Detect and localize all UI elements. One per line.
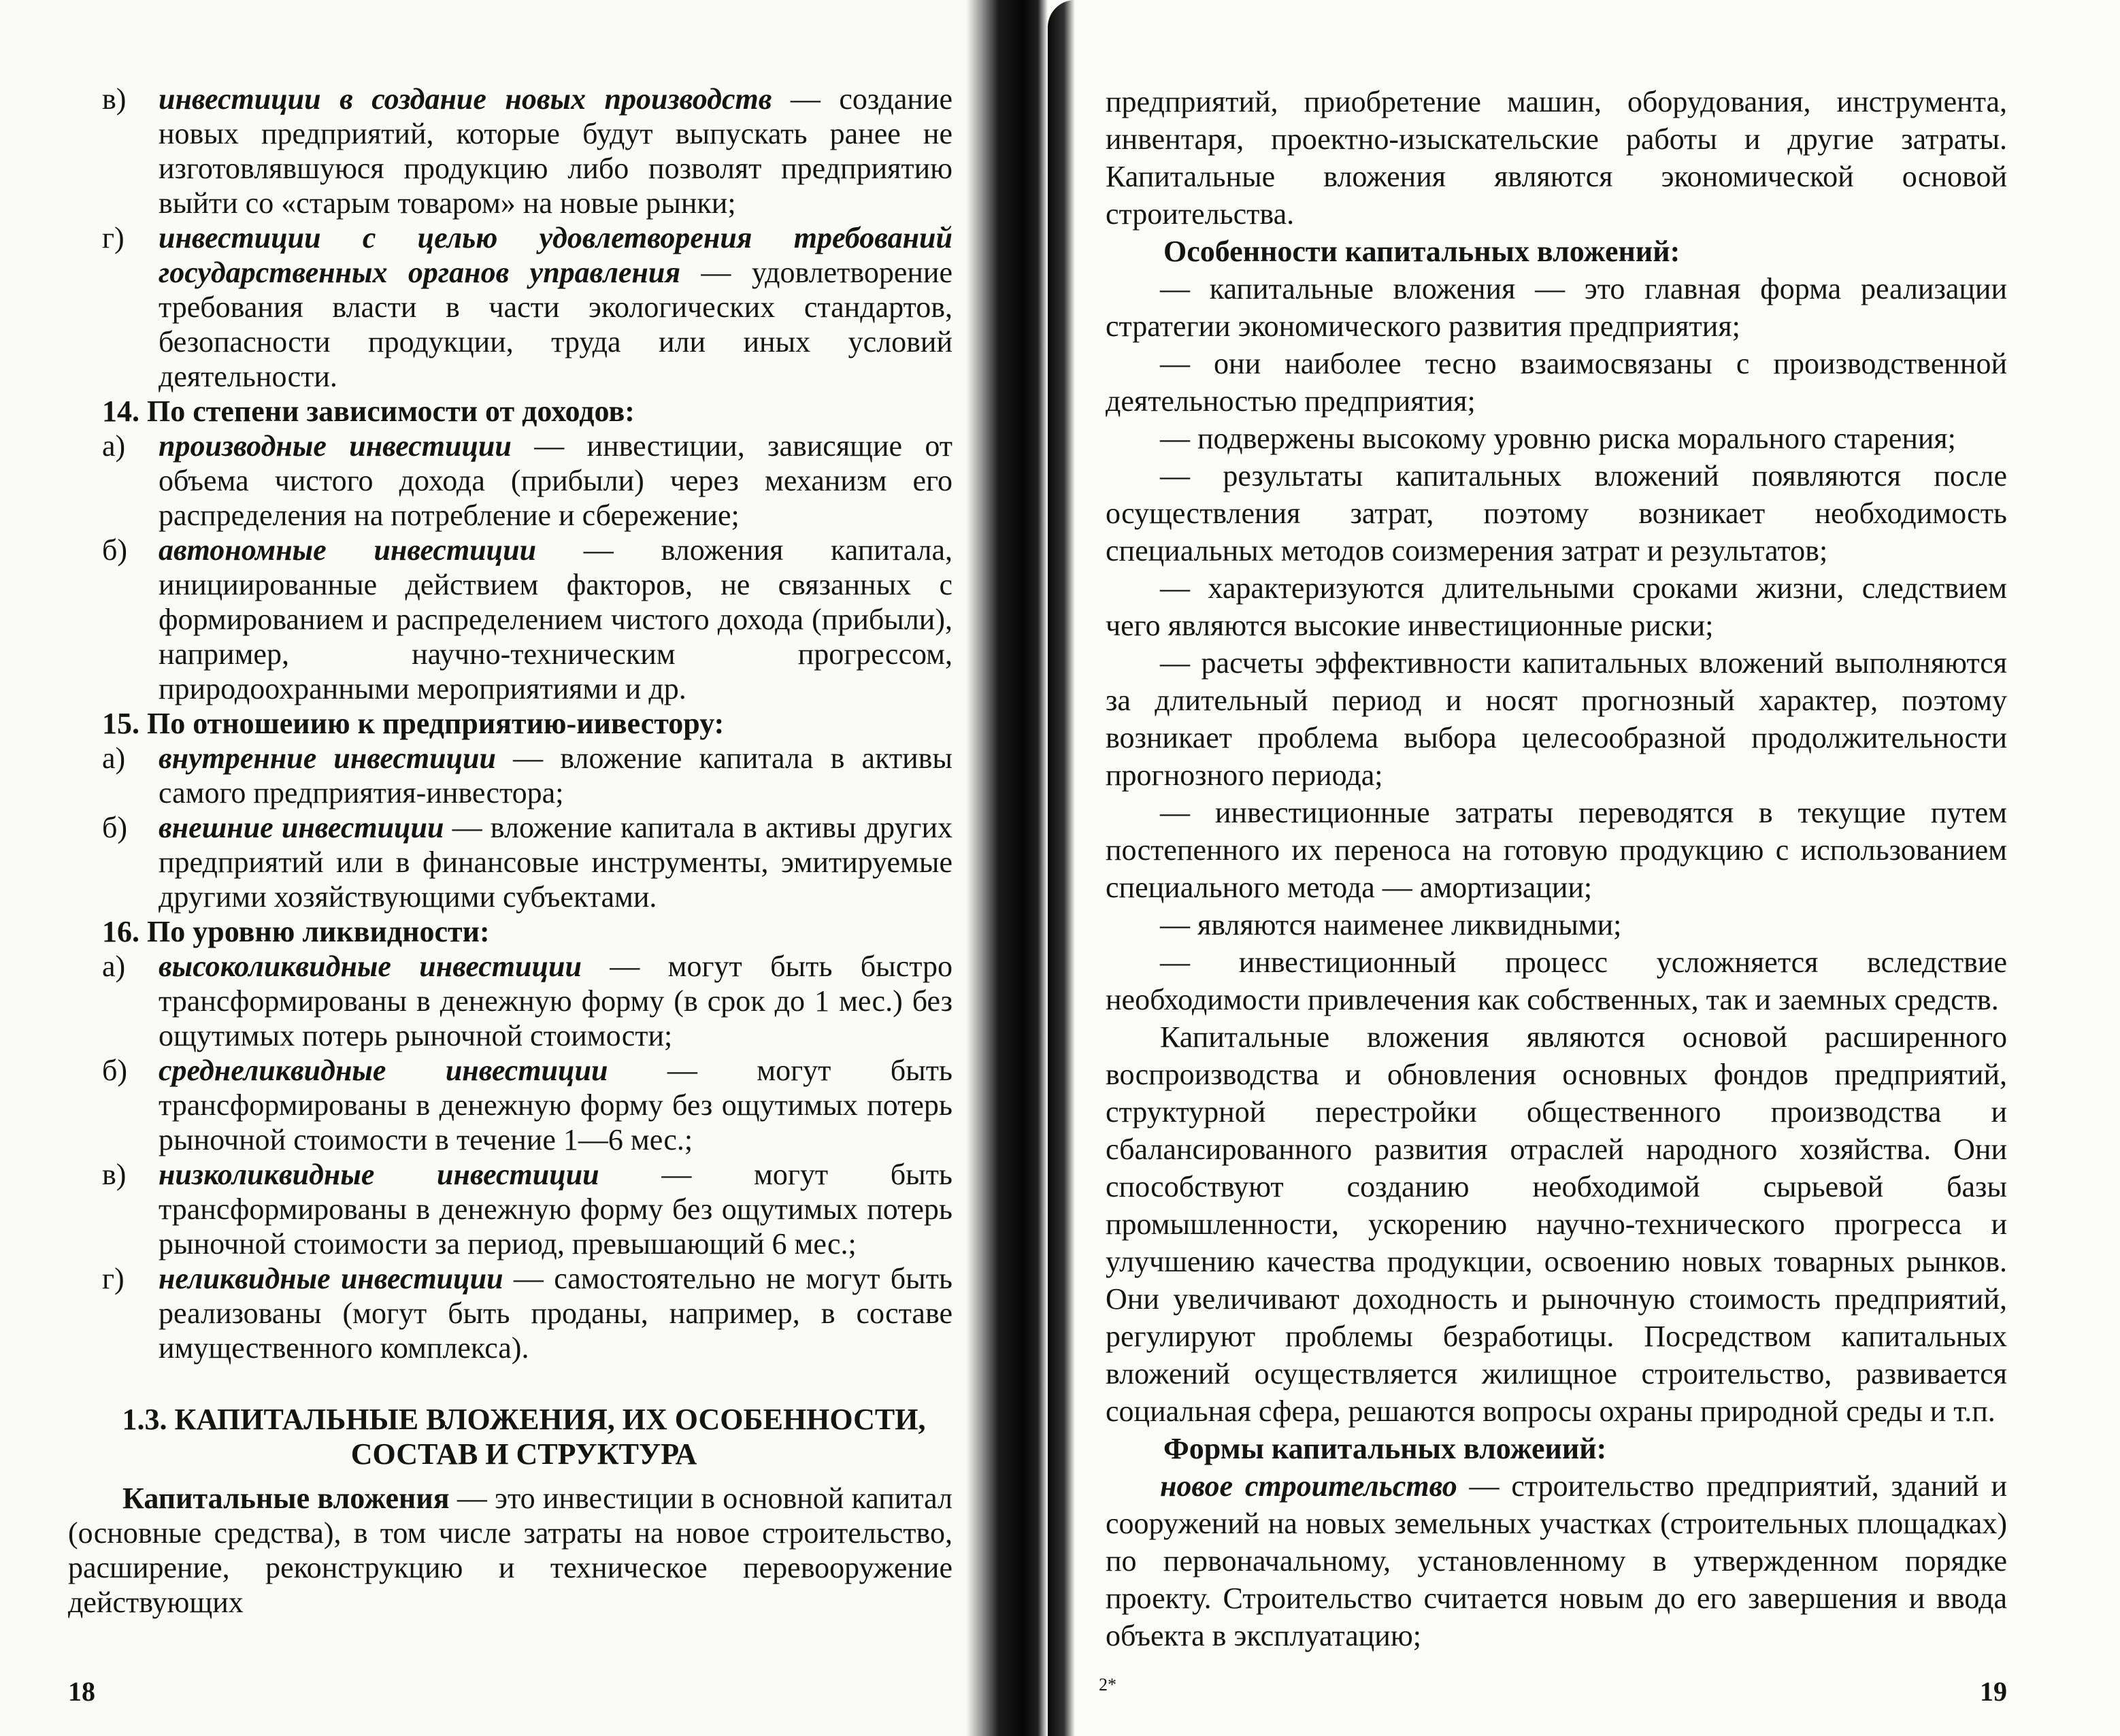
page-number-left: 18	[68, 1676, 95, 1707]
right-page-footer	[1099, 1654, 2007, 1709]
list-item	[68, 220, 953, 394]
list-marker: в)	[102, 82, 127, 116]
dash-list-item	[1106, 457, 2007, 569]
list-text: — подвержены высокому уровню риска морального старения;	[1160, 422, 1956, 455]
section-title-line: 1.3. КАПИТАЛЬНЫЕ ВЛОЖЕНИЯ, ИХ ОСОБЕННОСТИ,	[122, 1403, 926, 1436]
paragraph	[1106, 1467, 2007, 1654]
heading-text: 14. По степени зависимости от доходов:	[102, 395, 635, 428]
paragraph-text: — строительство предприятий, зданий и сооружений на новых земельных участках (строительных площадках) по первоначальному, установленному в утвержденном порядке проекту. Строительство считается новым до его завершения и ввода объекта в эксплуатацию;	[1106, 1469, 2007, 1652]
left-page-footer	[68, 1654, 953, 1709]
list-marker: в)	[102, 1158, 127, 1191]
bold-term: Капитальные вложения	[122, 1482, 450, 1515]
classification-heading	[68, 706, 953, 741]
list-item	[68, 810, 953, 914]
list-item	[68, 1261, 953, 1365]
dash-list-item	[1106, 906, 2007, 944]
dash-list-item	[1106, 345, 2007, 420]
list-item	[68, 741, 953, 810]
definition-text: — могут быть трансформированы в денежную форму без ощутимых потерь рыночной стоимости за период, превышающий 6 мес.;	[159, 1158, 953, 1261]
classification-heading	[68, 914, 953, 949]
dash-list-item	[1106, 420, 2007, 457]
term: высоколиквидные инвестиции	[159, 950, 582, 983]
book-binding-shadow	[966, 0, 1048, 1736]
dash-list-item	[1106, 644, 2007, 794]
term: производные инвестиции	[159, 429, 512, 463]
list-marker: а)	[102, 950, 126, 983]
right-page-text	[1106, 83, 2007, 1654]
definition-text: — вложение капитала в активы самого предприятия-инвестора;	[159, 741, 953, 809]
list-text: — инвестиционные затраты переводятся в текущие путем постепенного их переноса на готовую продукцию с использованием специального метода — амортизации;	[1106, 796, 2007, 904]
term: внешние инвестиции	[159, 811, 444, 844]
paragraph	[1106, 1018, 2007, 1430]
list-marker: б)	[102, 811, 128, 844]
left-page-text	[68, 82, 953, 1620]
list-item	[68, 1053, 953, 1157]
term: внутренние инвестиции	[159, 741, 496, 775]
term: инвестиции с целью удовлетворения требований государственных органов управления	[159, 221, 953, 289]
paragraph-text: Капитальные вложения являются основой расширенного воспроизводства и обновления основных фондов предприятий, структурной перестройки общественного производства и сбалансированного развития отраслей народного хозяйства. Они способствуют созданию необходимой сырьевой базы промышленности, ускорению научно-технического прогресса и улучшению качества продукции, освоению новых товарных рынков. Они увеличивают доходность и рыночную стоимость предприятий, регулируют проблемы безработицы. Посредством капитальных вложений осуществляется жилищное строительство, развивается социальная сфера, решаются вопросы охраны природной среды и т.п.	[1106, 1020, 2007, 1428]
subheading-text: Формы капитальных вложеиий:	[1163, 1432, 1607, 1465]
paragraph-text: — это инвестиции в основной капитал (основные средства), в том числе затраты на новое строительство, расширение, реконструкцию и техническое перевооружение действующих	[68, 1482, 953, 1619]
dash-list-item	[1106, 944, 2007, 1018]
list-text: — капитальные вложения — это главная форма реализации стратегии экономического развития предприятия;	[1106, 272, 2007, 343]
list-marker: г)	[102, 1262, 125, 1295]
term: инвестиции в создание новых производств	[159, 82, 772, 116]
page-edge-shadow	[1048, 0, 1075, 1736]
definition-text: — самостоятельно не могут быть реализованы (могут быть проданы, например, в составе имущественного комплекса).	[159, 1262, 953, 1365]
subheading	[1106, 1430, 2007, 1467]
right-page	[1048, 0, 2120, 1736]
term: новое строительство	[1160, 1469, 1457, 1503]
heading-text: 16. По уровню ликвидности:	[102, 915, 490, 948]
definition-text: — инвестиции, зависящие от объема чистого дохода (прибыли) через механизм его распределения на потребление и сбережение;	[159, 429, 953, 532]
subheading-text: Особенности капитальных вложений:	[1163, 235, 1680, 268]
dash-list-item	[1106, 270, 2007, 345]
term: неликвидные инвестиции	[159, 1262, 503, 1295]
list-text: — характеризуются длительными сроками жизни, следствием чего являются высокие инвестиционные риски;	[1106, 571, 2007, 642]
term: автономные инвестиции	[159, 533, 537, 567]
section-title-line: СОСТАВ И СТРУКТУРА	[350, 1437, 697, 1471]
classification-heading	[68, 394, 953, 429]
dash-list-item	[1106, 794, 2007, 906]
signature-mark: 2*	[1099, 1675, 1116, 1695]
heading-text: 15. По отношеиию к предприятию-иивестору:	[102, 707, 725, 740]
definition-text: — могут быть быстро трансформированы в денежную форму (в срок до 1 мес.) без ощутимых потерь рыночной стоимости;	[159, 950, 953, 1052]
list-item	[68, 1157, 953, 1261]
list-text: — являются наименее ликвидными;	[1160, 908, 1622, 941]
subheading	[1106, 233, 2007, 270]
list-marker: б)	[102, 533, 128, 567]
definition-text: — вложения капитала, инициированные действием факторов, не связанных с формированием и распределением чистого дохода (прибыли), например, научно-техническим прогрессом, природоохранными мероприятиями и др.	[159, 533, 953, 705]
list-text: — инвестиционный процесс усложняется вследствие необходимости привлечения как собственных, так и заемных средств.	[1106, 946, 2007, 1016]
list-marker: а)	[102, 429, 126, 463]
list-text: — они наиболее тесно взаимосвязаны с производственной деятельностью предприятия;	[1106, 347, 2007, 418]
section-title	[68, 1402, 953, 1471]
dash-list-item	[1106, 569, 2007, 644]
paragraph	[68, 1481, 953, 1620]
page-number-right: 19	[1980, 1676, 2007, 1707]
left-page	[0, 0, 966, 1736]
definition-text: — удовлетворение требования власти в части экологических стандартов, безопасности продукции, труда или иных условий деятельности.	[159, 256, 953, 393]
term: среднеликвидные инвестиции	[159, 1054, 608, 1087]
list-marker: а)	[102, 741, 126, 775]
list-text: — результаты капитальных вложений появляются после осуществления затрат, поэтому возникает необходимость специальных методов соизмерения затрат и результатов;	[1106, 459, 2007, 567]
list-item	[68, 429, 953, 533]
list-text: — расчеты эффективности капитальных вложений выполняются за длительный период и носят прогнозный характер, поэтому возникает проблема выбора целесообразной продолжительности прогнозного периода;	[1106, 646, 2007, 792]
list-item	[68, 949, 953, 1053]
paragraph-text: предприятий, приобретение машин, оборудования, инструмента, инвентаря, проектно-изыскательские работы и другие затраты. Капитальные вложения являются экономической основой строительства.	[1106, 85, 2007, 231]
list-item	[68, 82, 953, 220]
list-item	[68, 533, 953, 706]
definition-text: — могут быть трансформированы в денежную форму без ощутимых потерь рыночной стоимости в течение 1—6 мес.;	[159, 1054, 953, 1156]
definition-text: — вложение капитала в активы других предприятий или в финансовые инструменты, эмитируемые другими хозяйствующими субъектами.	[159, 811, 953, 914]
list-marker: б)	[102, 1054, 128, 1087]
paragraph-continuation	[1106, 83, 2007, 233]
definition-text: — создание новых предприятий, которые будут выпускать ранее не изготовлявшуюся продукцию либо позволят предприятию выйти со «старым товаром» на новые рынки;	[159, 82, 953, 220]
list-marker: г)	[102, 221, 125, 254]
term: низколиквидные инвестиции	[159, 1158, 599, 1191]
